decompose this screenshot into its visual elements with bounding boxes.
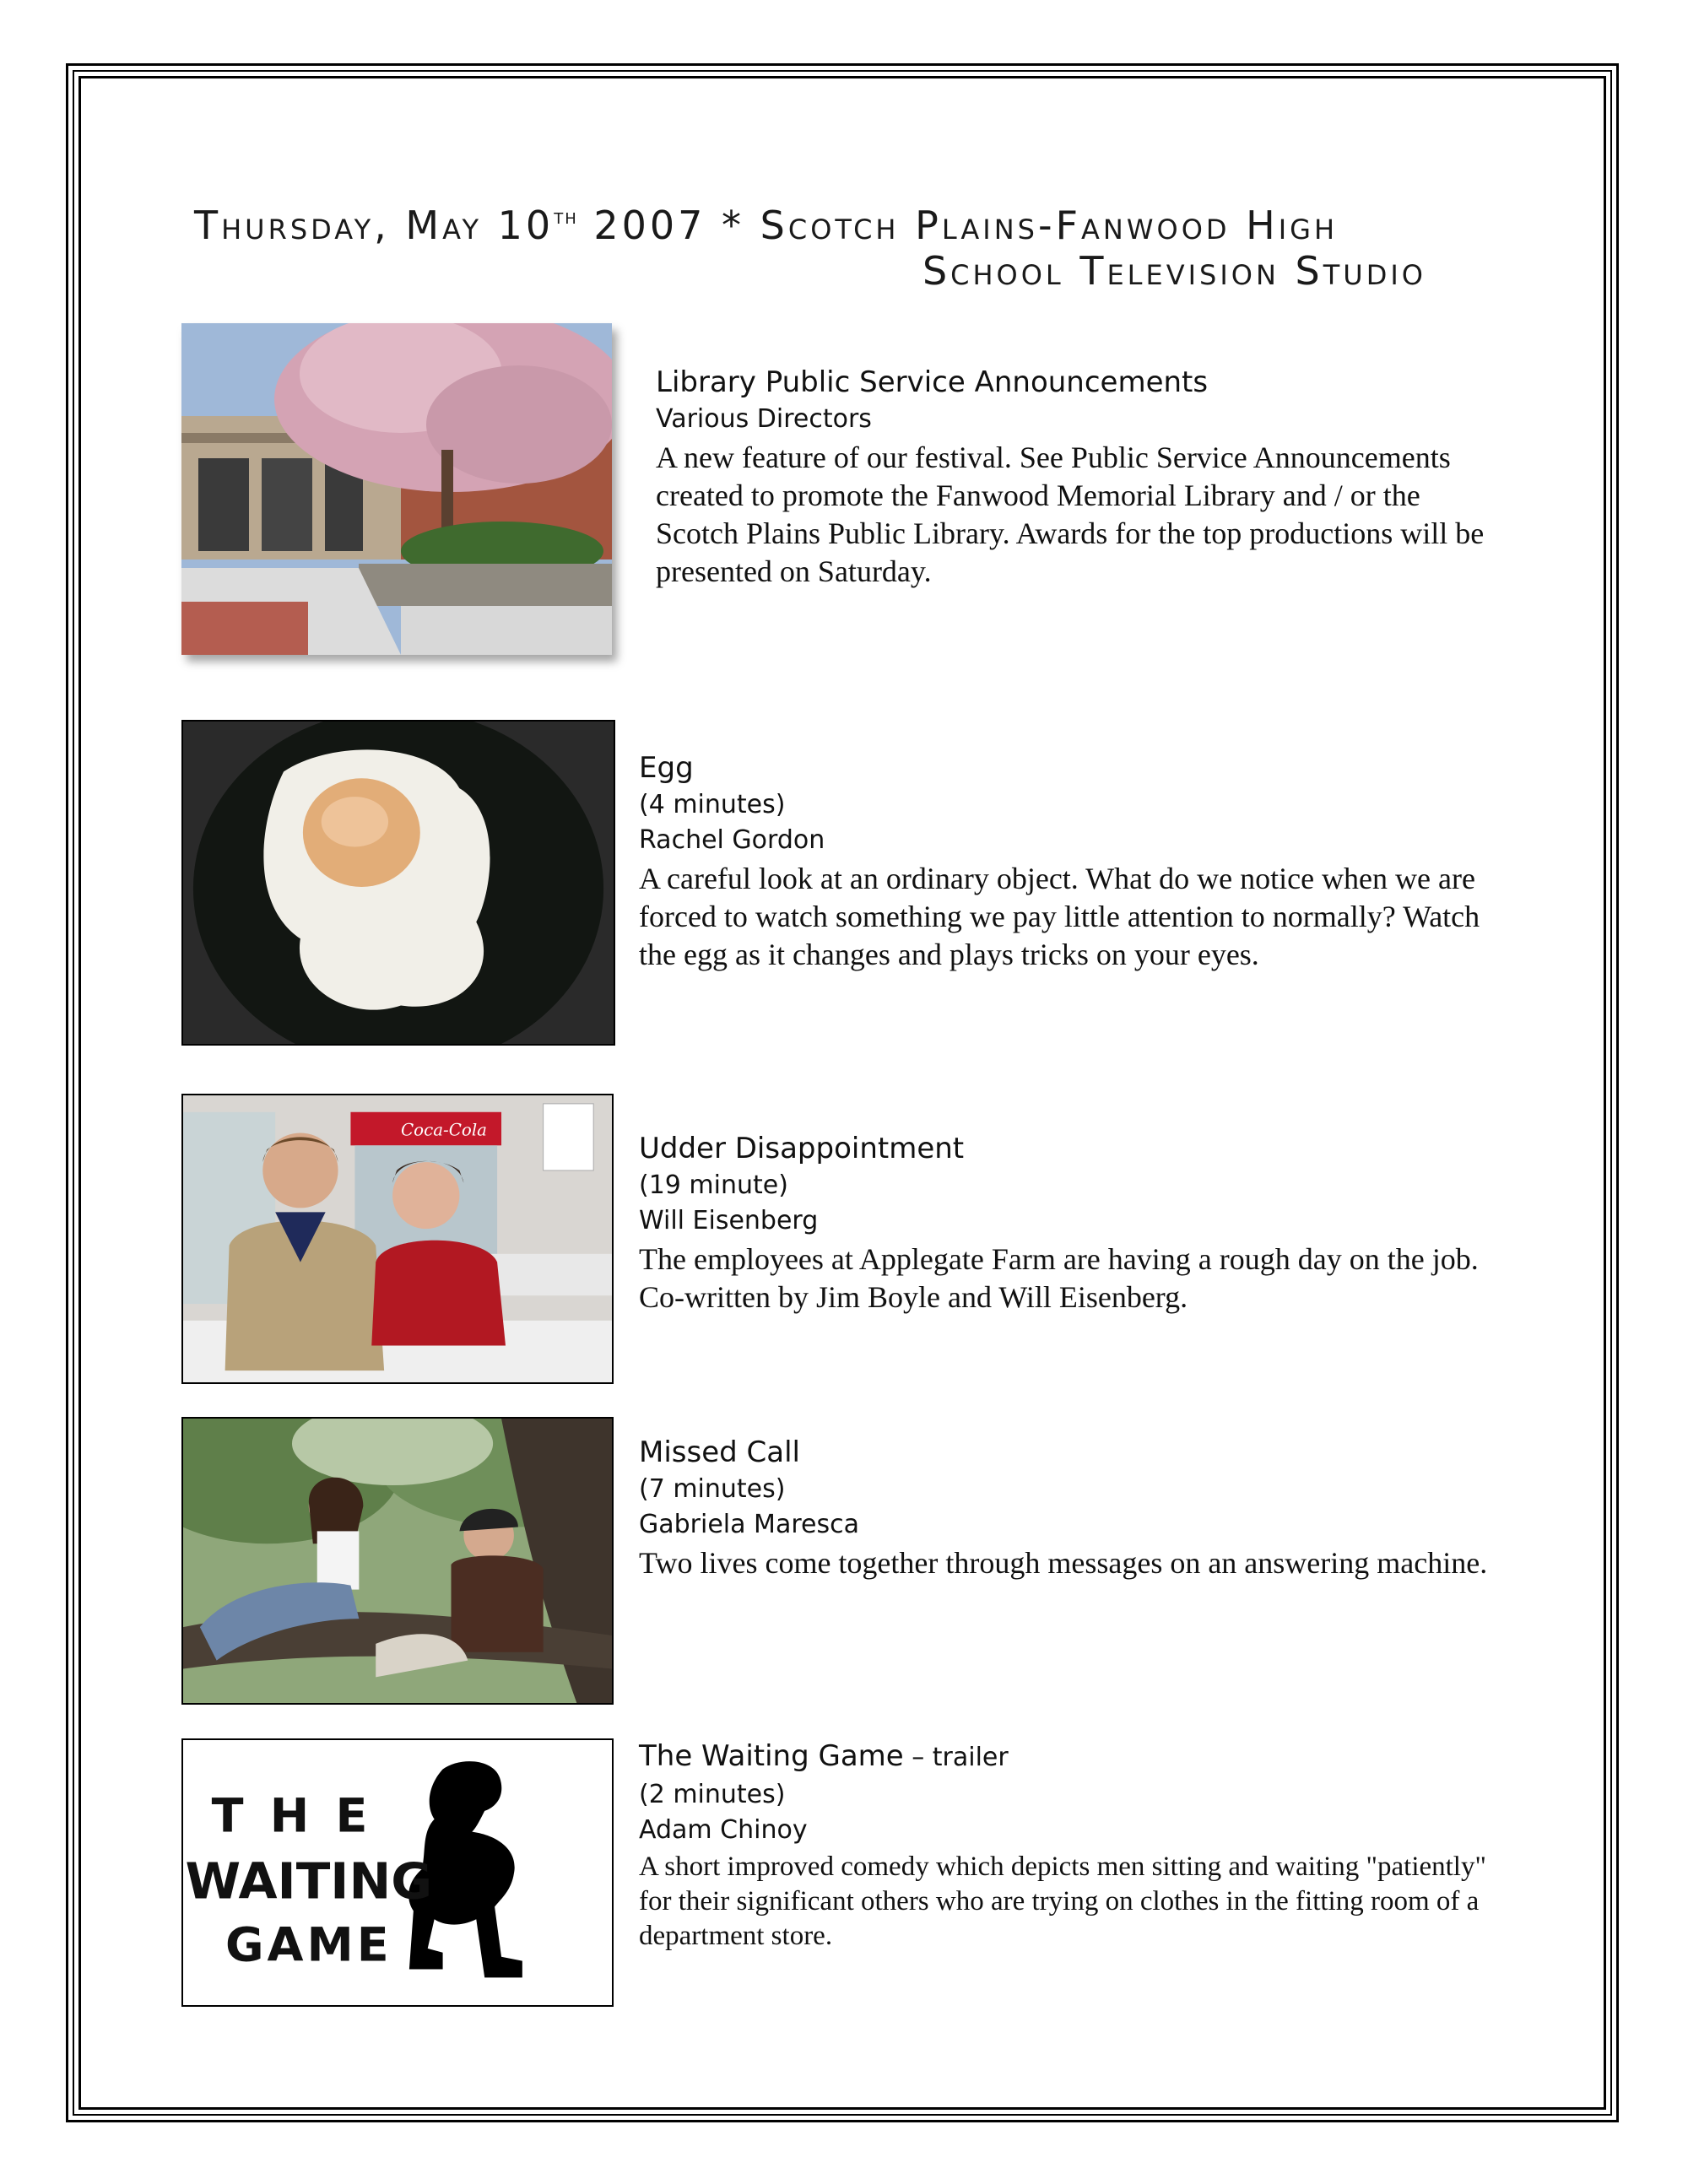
udder-disappointment-still xyxy=(181,1094,614,1384)
library-photo xyxy=(181,323,612,655)
heading-line-2: School Television Studio xyxy=(922,248,1426,294)
entry-duration: (19 minute) xyxy=(639,1170,788,1200)
entry-directors: Will Eisenberg xyxy=(639,1206,819,1235)
logo-line-3: GAME xyxy=(225,1918,392,1973)
entry-description: A new feature of our festival. See Public Service Announcements created to promote the Fanwood Memorial Library and / or the Scotch Plains Public Library. Awards for the top productions will be presented on Saturday. xyxy=(656,441,1485,588)
entry-description: A short improved comedy which depicts men sitting and waiting "patiently" for their significant others who are trying on clothes in the fitting room of a department store. xyxy=(639,1852,1486,1951)
entry-description: Two lives come together through messages on an answering machine. xyxy=(639,1546,1488,1580)
entry-directors: Rachel Gordon xyxy=(639,825,825,855)
heading-superscript: th xyxy=(554,204,578,230)
waiting-game-logo xyxy=(181,1738,614,2007)
egg-photo xyxy=(181,720,615,1046)
logo-line-1: T H E xyxy=(211,1789,373,1844)
coca-cola-sign: Coca-Cola xyxy=(400,1120,488,1140)
missed-call-still xyxy=(181,1417,614,1705)
entry-title-suffix: – trailer xyxy=(903,1743,1009,1772)
entry-duration: (2 minutes) xyxy=(639,1780,786,1809)
entry-missed-call xyxy=(639,1433,1491,1582)
page-heading xyxy=(194,194,1494,294)
entry-directors: Gabriela Maresca xyxy=(639,1510,859,1539)
entry-egg xyxy=(639,749,1491,974)
entry-title: Udder Disappointment xyxy=(639,1132,965,1165)
entry-duration: (4 minutes) xyxy=(639,790,786,819)
entry-udder-disappointment xyxy=(639,1129,1491,1316)
entry-waiting-game xyxy=(639,1737,1491,1954)
entry-directors: Adam Chinoy xyxy=(639,1815,808,1845)
entry-description: A careful look at an ordinary object. What do we notice when we are forced to watch something we pay little attention to normally? Watch the egg as it changes and plays tricks on your eyes. xyxy=(639,862,1480,971)
entry-title: Egg xyxy=(639,751,694,785)
entry-title: Missed Call xyxy=(639,1435,800,1469)
entry-title: The Waiting Game – trailer xyxy=(639,1739,1009,1773)
entry-description: The employees at Applegate Farm are having a rough day on the job. Co-written by Jim Boyle and Will Eisenberg. xyxy=(639,1242,1479,1314)
heading-line-1: Thursday, May 10th 2007 * Scotch Plains-Fanwood High xyxy=(194,203,1339,248)
logo-line-2: WAITING xyxy=(185,1852,433,1911)
entry-title: Library Public Service Announcements xyxy=(656,365,1209,399)
entry-library-psa xyxy=(656,363,1491,591)
entry-duration: (7 minutes) xyxy=(639,1474,786,1504)
entry-directors: Various Directors xyxy=(656,404,872,434)
